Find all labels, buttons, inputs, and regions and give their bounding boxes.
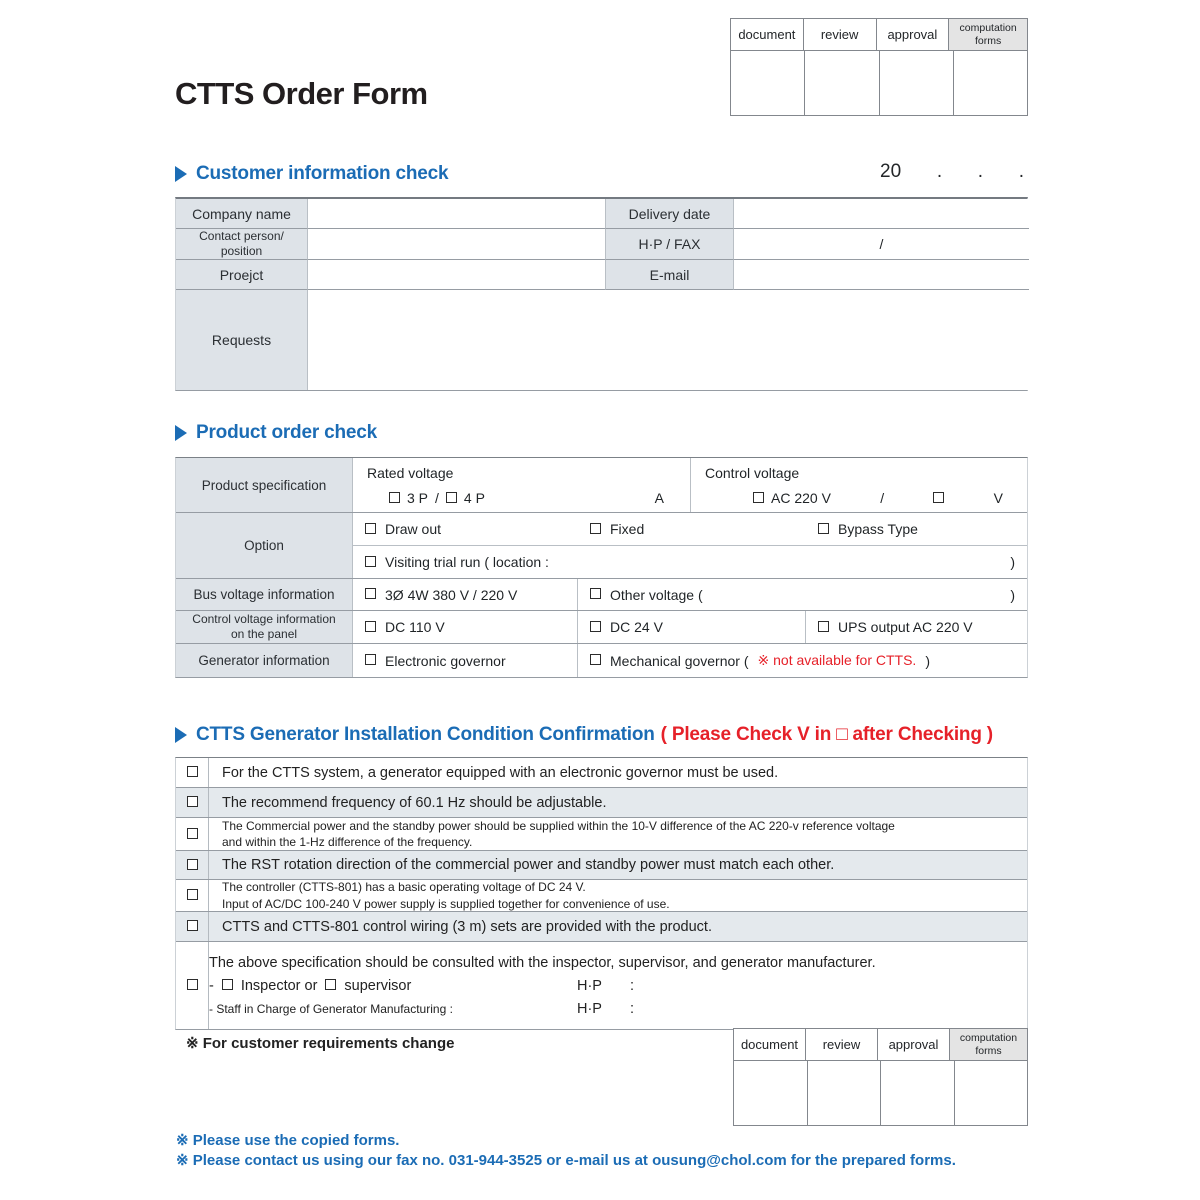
rated-3p-label: 3 P bbox=[407, 490, 429, 506]
contact-person-field[interactable] bbox=[308, 229, 606, 260]
label-contact-person bbox=[176, 229, 308, 260]
checkbox-inspector[interactable] bbox=[222, 979, 233, 990]
checklist-row-6 bbox=[176, 912, 1027, 942]
panel-dc110-cell bbox=[353, 611, 578, 643]
checkbox-bypass-type[interactable] bbox=[818, 523, 829, 534]
rated-4p-label: 4 P bbox=[463, 490, 485, 506]
rated-slash: / bbox=[435, 490, 439, 506]
checklist-item-3-line1: The Commercial power and the standby power should be supplied within the 10-V difference of the AC 220-v reference voltage bbox=[222, 818, 895, 833]
signoff-table-top bbox=[730, 18, 1028, 116]
panel-dc24-cell bbox=[578, 611, 806, 643]
checkbox-4p[interactable] bbox=[446, 492, 457, 503]
date-dot: . bbox=[1018, 161, 1024, 182]
option-draw-out-cell bbox=[353, 513, 578, 545]
panel-dc110-label: DC 110 V bbox=[385, 619, 445, 635]
section-product-heading bbox=[175, 422, 377, 444]
signoff-sign-row bbox=[731, 51, 1028, 116]
footer-note-1: ※ Please use the copied forms. bbox=[176, 1132, 400, 1149]
bus-other-label: Other voltage ( bbox=[610, 586, 703, 603]
checkbox-dc24[interactable] bbox=[590, 621, 601, 632]
control-voltage-title: Control voltage bbox=[705, 465, 800, 481]
signoff-header-computation-forms: computation forms bbox=[949, 19, 1028, 51]
generator-mechanical-close-paren: ) bbox=[925, 652, 930, 669]
signoff-sign-cell-approval[interactable] bbox=[880, 51, 954, 116]
signoff-header-document: document bbox=[731, 19, 804, 51]
consult-staff-hp-colon: : bbox=[629, 1000, 635, 1017]
consult-staff-label: - Staff in Charge of Generator Manufacturing : bbox=[209, 1001, 453, 1016]
signoff-header-review: review bbox=[804, 19, 877, 51]
label-requests: Requests bbox=[176, 290, 308, 390]
checkbox-ups-output[interactable] bbox=[818, 621, 829, 632]
label-generator-info: Generator information bbox=[176, 644, 353, 677]
rated-voltage-cell bbox=[353, 458, 691, 512]
bus-main-label: 3Ø 4W 380 V / 220 V bbox=[385, 586, 518, 603]
checklist-item-5-line1: The controller (CTTS-801) has a basic operating voltage of DC 24 V. bbox=[222, 880, 586, 895]
checkbox-dc110[interactable] bbox=[365, 621, 376, 632]
signoff-header-approval: approval bbox=[878, 1029, 950, 1061]
rated-voltage-title: Rated voltage bbox=[367, 465, 454, 481]
checklist-row-7 bbox=[176, 942, 1027, 1029]
checklist-item-6-text: CTTS and CTTS-801 control wiring (3 m) sets are provided with the product. bbox=[222, 918, 712, 935]
section-customer-title: Customer information check bbox=[196, 163, 449, 184]
signoff-header-approval: approval bbox=[877, 19, 950, 51]
control-voltage-cell bbox=[691, 458, 1027, 512]
consult-supervisor-label: supervisor bbox=[344, 977, 412, 994]
section-arrow-icon bbox=[175, 166, 187, 182]
checklist-checkbox-5[interactable] bbox=[187, 889, 198, 900]
checkbox-supervisor[interactable] bbox=[325, 979, 336, 990]
checklist-checkbox-7[interactable] bbox=[187, 979, 198, 990]
signoff-sign-cell-computation-forms[interactable] bbox=[955, 1061, 1029, 1126]
consult-dash: - bbox=[209, 977, 214, 994]
label-option: Option bbox=[176, 513, 353, 578]
label-project: Proejct bbox=[176, 260, 308, 290]
signoff-header-row bbox=[731, 19, 1028, 51]
row-bus-voltage bbox=[176, 579, 1027, 611]
checkbox-3phase-4wire[interactable] bbox=[365, 588, 376, 599]
signoff-sign-cell-approval[interactable] bbox=[881, 1061, 955, 1126]
checkbox-visiting-trial-run[interactable] bbox=[365, 556, 376, 567]
section-installation-note: ( Please Check V in □ after Checking ) bbox=[660, 724, 993, 745]
checkbox-mechanical-governor[interactable] bbox=[590, 654, 601, 665]
signoff-sign-cell-computation-forms[interactable] bbox=[954, 51, 1028, 116]
product-order-table bbox=[175, 457, 1028, 678]
checklist-checkbox-4[interactable] bbox=[187, 859, 198, 870]
signoff-header-document: document bbox=[734, 1029, 806, 1061]
consult-hp-label: H·P bbox=[577, 977, 602, 994]
checklist-checkbox-1[interactable] bbox=[187, 766, 198, 777]
panel-label-line1: Control voltage information bbox=[192, 612, 336, 626]
option-draw-out-label: Draw out bbox=[385, 521, 442, 537]
label-contact-line1: Contact person/ bbox=[199, 229, 284, 243]
section-customer-heading bbox=[175, 163, 448, 185]
signoff-sign-cell-document[interactable] bbox=[734, 1061, 808, 1126]
signoff-sign-row bbox=[734, 1061, 1028, 1126]
rated-ampere-unit: A bbox=[654, 490, 664, 506]
label-hp-fax: H·P / FAX bbox=[606, 229, 734, 260]
company-name-field[interactable] bbox=[308, 199, 606, 229]
consult-staff-hp-label: H·P bbox=[577, 1000, 602, 1017]
checkbox-draw-out[interactable] bbox=[365, 523, 376, 534]
section-arrow-icon bbox=[175, 727, 187, 743]
date-dot: . bbox=[936, 161, 943, 182]
bus-other-cell bbox=[578, 579, 1027, 610]
option-fixed-label: Fixed bbox=[610, 521, 645, 537]
delivery-date-field[interactable] bbox=[734, 199, 1029, 229]
email-field[interactable] bbox=[734, 260, 1029, 290]
page-title: CTTS Order Form bbox=[175, 76, 428, 111]
option-fixed-cell bbox=[578, 513, 806, 545]
checklist-item-4-text: The RST rotation direction of the commercial power and standby power must match each other. bbox=[222, 857, 835, 873]
checkbox-electronic-governor[interactable] bbox=[365, 654, 376, 665]
generator-electronic-cell bbox=[353, 644, 578, 677]
control-volt-unit: V bbox=[993, 490, 1003, 506]
requests-field[interactable] bbox=[308, 290, 1029, 390]
panel-ups-cell bbox=[806, 611, 1027, 643]
panel-label-line2: on the panel bbox=[230, 627, 298, 641]
checkbox-other-voltage[interactable] bbox=[590, 588, 601, 599]
checklist-item-3-line2: and within the 1-Hz difference of the frequency. bbox=[222, 835, 473, 849]
signoff-sign-cell-document[interactable] bbox=[731, 51, 805, 116]
consult-hp-colon: : bbox=[629, 977, 635, 994]
control-slash: / bbox=[880, 490, 885, 506]
panel-ups-label: UPS output AC 220 V bbox=[838, 619, 973, 635]
signoff-header-row bbox=[734, 1029, 1028, 1061]
section-installation-title: CTTS Generator Installation Condition Confirmation bbox=[196, 724, 655, 745]
label-company-name: Company name bbox=[176, 199, 308, 229]
row-option bbox=[176, 513, 1027, 579]
signoff-header-computation-forms: computation forms bbox=[950, 1029, 1028, 1061]
hp-fax-field[interactable]: / bbox=[734, 229, 1029, 260]
signoff-sign-cell-review[interactable] bbox=[805, 51, 879, 116]
checkbox-3p[interactable] bbox=[389, 492, 400, 503]
bus-close-paren: ) bbox=[1010, 586, 1015, 603]
checkbox-other-control-voltage[interactable] bbox=[933, 492, 944, 503]
label-contact-line2: position bbox=[220, 244, 263, 258]
section-product-title: Product order check bbox=[196, 422, 377, 443]
checklist-item-1-text: For the CTTS system, a generator equipped with an electronic governor must be used. bbox=[222, 764, 779, 781]
label-bus-voltage: Bus voltage information bbox=[176, 579, 353, 610]
row-panel-control-voltage bbox=[176, 611, 1027, 644]
consult-inspector-label: Inspector or bbox=[240, 977, 318, 994]
order-date-field[interactable] bbox=[880, 161, 1028, 183]
checklist-checkbox-6[interactable] bbox=[187, 920, 198, 931]
checkbox-fixed[interactable] bbox=[590, 523, 601, 534]
option-bypass-label: Bypass Type bbox=[838, 521, 918, 537]
row-product-specification bbox=[176, 458, 1027, 513]
checklist-row-3 bbox=[176, 818, 1027, 851]
generator-mechanical-cell bbox=[578, 644, 1027, 677]
customer-info-table bbox=[175, 197, 1028, 391]
option-bypass-cell bbox=[806, 513, 1027, 545]
section-installation-heading bbox=[175, 724, 993, 746]
checklist-row-1 bbox=[176, 758, 1027, 788]
bus-main-cell bbox=[353, 579, 578, 610]
control-ac220-label: AC 220 V bbox=[771, 490, 831, 506]
footer-notes bbox=[176, 1131, 956, 1171]
signoff-sign-cell-review[interactable] bbox=[808, 1061, 882, 1126]
label-product-specification: Product specification bbox=[176, 458, 353, 512]
label-delivery-date: Delivery date bbox=[606, 199, 734, 229]
option-visiting-label: Visiting trial run ( location : bbox=[385, 554, 549, 570]
installation-checklist bbox=[175, 757, 1028, 1030]
panel-dc24-label: DC 24 V bbox=[610, 619, 663, 635]
checkbox-ac220[interactable] bbox=[753, 492, 764, 503]
visiting-close-paren: ) bbox=[1010, 554, 1015, 570]
date-dot: . bbox=[977, 161, 984, 182]
consult-statement: The above specification should be consulted with the inspector, supervisor, and generator manufacturer. bbox=[209, 954, 876, 971]
checklist-row-5 bbox=[176, 880, 1027, 912]
label-email: E-mail bbox=[606, 260, 734, 290]
label-panel-control-voltage bbox=[176, 611, 353, 643]
signoff-table-bottom bbox=[733, 1028, 1028, 1126]
generator-electronic-label: Electronic governor bbox=[385, 652, 506, 669]
checklist-checkbox-3[interactable] bbox=[187, 828, 198, 839]
date-year-prefix: 20 bbox=[880, 161, 902, 182]
generator-mechanical-label: Mechanical governor ( bbox=[610, 652, 749, 669]
row-generator-info bbox=[176, 644, 1027, 677]
checklist-row-2 bbox=[176, 788, 1027, 818]
signoff-header-review: review bbox=[806, 1029, 878, 1061]
footer-note-2: ※ Please contact us using our fax no. 031-944-3525 or e-mail us at ousung@chol.com for the prepared forms. bbox=[176, 1152, 956, 1169]
project-field[interactable] bbox=[308, 260, 606, 290]
checklist-checkbox-2[interactable] bbox=[187, 796, 198, 807]
checklist-row-4 bbox=[176, 851, 1027, 880]
checklist-item-5-line2: Input of AC/DC 100-240 V power supply is supplied together for convenience of use. bbox=[222, 896, 670, 911]
option-visiting-trial-cell bbox=[353, 546, 1027, 578]
checklist-item-2-text: The recommend frequency of 60.1 Hz should be adjustable. bbox=[222, 794, 607, 811]
mechanical-governor-warning: ※ not available for CTTS. bbox=[757, 652, 917, 668]
section-arrow-icon bbox=[175, 425, 187, 441]
customer-requirements-note: ※ For customer requirements change bbox=[186, 1035, 455, 1052]
